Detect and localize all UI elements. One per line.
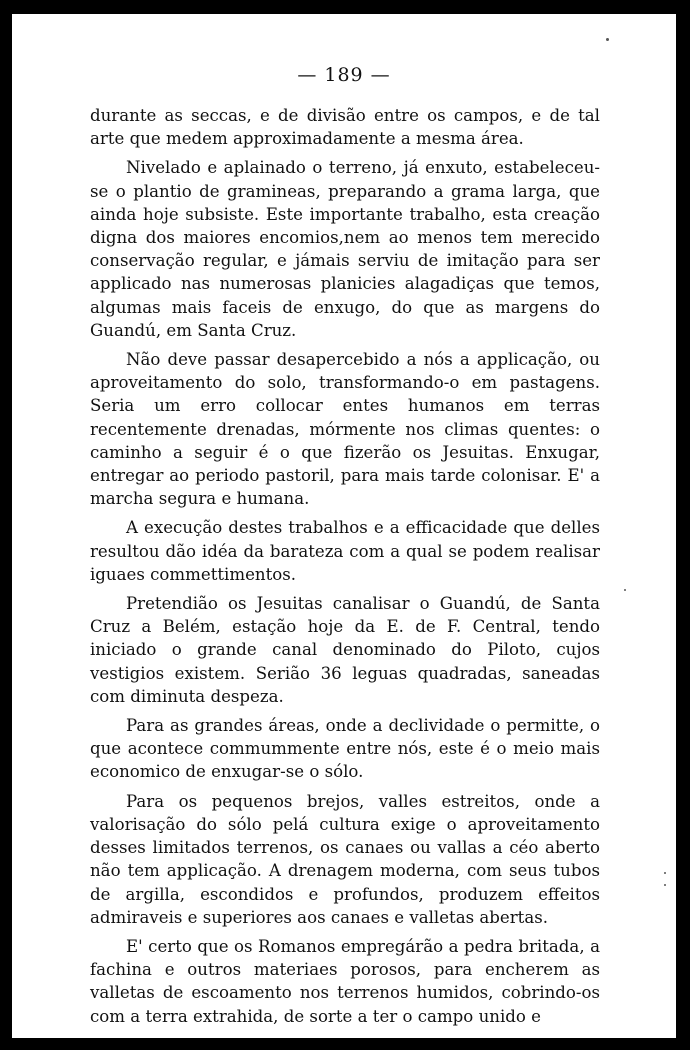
book-page [12, 14, 676, 1038]
print-speck [606, 38, 609, 41]
page-number: — 189 — [297, 64, 391, 86]
print-speck [624, 589, 626, 591]
paragraph: Não deve passar desapercebido a nós a applicação, ou aproveitamento do solo, transformando-o em pastagens. Seria um erro collocar entes humanos em terras recentemente drenadas, mórmente nos climas quentes: o caminho a seguir é o que fizerão os Jesuitas. Enxugar, entregar ao periodo pastoril, para mais tarde colonisar. E' a marcha segura e humana. [90, 350, 600, 509]
paragraph: Pretendião os Jesuitas canalisar o Guandú, de Santa Cruz a Belém, estação hoje da E. de F. Central, tendo iniciado o grande canal denominado do Piloto, cujos vestigios existem. Serião 36 leguas quadradas, saneadas com diminuta despeza. [90, 594, 600, 706]
print-speck [664, 872, 666, 874]
paragraph: Para as grandes áreas, onde a declividade o permitte, o que acontece commummente entre nós, este é o meio mais economico de enxugar-se o sólo. [90, 716, 600, 782]
paragraph: A execução destes trabalhos e a efficacidade que delles resultou dão idéa da barateza com a qual se podem realisar iguaes commettimentos. [90, 518, 600, 584]
print-speck [664, 884, 666, 886]
paragraph: E' certo que os Romanos empregárão a pedra britada, a fachina e outros materiaes porosos, para encherem as valletas de escoamento nos terrenos humidos, cobrindo-os com a terra extrahida, de sorte a ter o campo unido e [90, 936, 600, 1026]
paragraph: Nivelado e aplainado o terreno, já enxuto, estabeleceu-se o plantio de gramineas, preparando a grama larga, que ainda hoje subsiste. Este importante trabalho, esta creação digna dos maiores encomios,nem ao menos tem merecido conservação regular, e jámais serviu de imitação para ser applicado nas numerosas planicies alagadiças que temos, algumas mais faceis de enxugo, do que as margens do Guandú, em Santa Cruz. [90, 158, 600, 340]
paragraph: durante as seccas, e de divisão entre os campos, e de tal arte que medem approximadamente a mesma área. [90, 106, 600, 149]
body-text [90, 104, 600, 1028]
paragraph: Para os pequenos brejos, valles estreitos, onde a valorisação do sólo pelá cultura exige o aproveitamento desses limitados terrenos, os canaes ou vallas a céo aberto não tem applicação. A drenagem moderna, com seus tubos de argilla, escondidos e profundos, produzem effeitos admiraveis e superiores aos canaes e valletas abertas. [90, 791, 600, 927]
